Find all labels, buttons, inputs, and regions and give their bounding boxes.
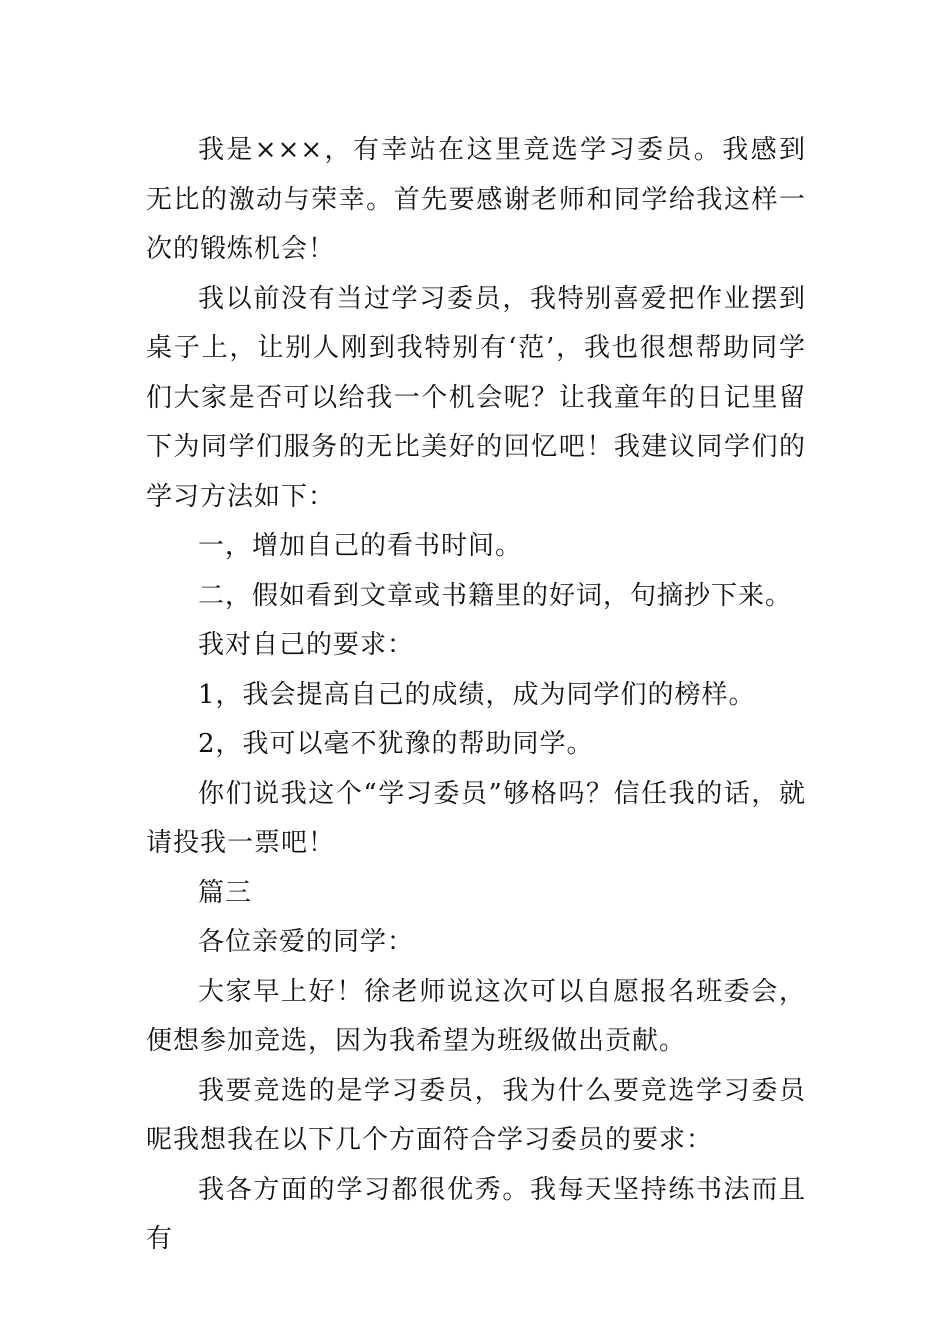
paragraph-experience: 我以前没有当过学习委员，我特别喜爱把作业摆到桌子上，让别人刚到我特别有‘范’，我也很想帮助同学们大家是否可以给我一个机会呢？让我童年的日记里留下为同学们服务的无比美好的回忆吧！我建议同学们的学习方法如下： — [146, 283, 806, 512]
paragraph-requirements-heading: 我对自己的要求： — [198, 630, 415, 660]
paragraph-reason: 我要竞选的是学习委员，我为什么要竞选学习委员呢我想我在以下几个方面符合学习委员的要求： — [146, 1075, 806, 1155]
section-heading: 篇三 — [198, 877, 253, 908]
paragraph-requirement-two: 2，我可以毫不犹豫的帮助同学。 — [198, 729, 594, 759]
paragraph-strengths: 我各方面的学习都很优秀。我每天坚持练书法而且有 — [146, 1174, 806, 1254]
paragraph-requirement-one: 1，我会提高自己的成绩，成为同学们的榜样。 — [198, 679, 756, 710]
paragraph-method-two: 二，假如看到文章或书籍里的好词，句摘抄下来。 — [198, 580, 793, 611]
paragraph-method-one: 一，增加自己的看书时间。 — [198, 531, 523, 561]
document-body — [146, 126, 806, 1265]
paragraph-opening: 大家早上好！徐老师说这次可以自愿报名班委会，便想参加竞选，因为我希望为班级做出贡献。 — [146, 976, 806, 1056]
paragraph-closing-request: 你们说我这个“学习委员”够格吗？信任我的话，就请投我一票吧！ — [146, 778, 806, 858]
paragraph-greeting: 各位亲爱的同学： — [198, 927, 415, 957]
paragraph-self-introduction: 我是×××，有幸站在这里竞选学习委员。我感到无比的激动与荣幸。首先要感谢老师和同学给我这样一次的锻炼机会！ — [146, 135, 806, 264]
